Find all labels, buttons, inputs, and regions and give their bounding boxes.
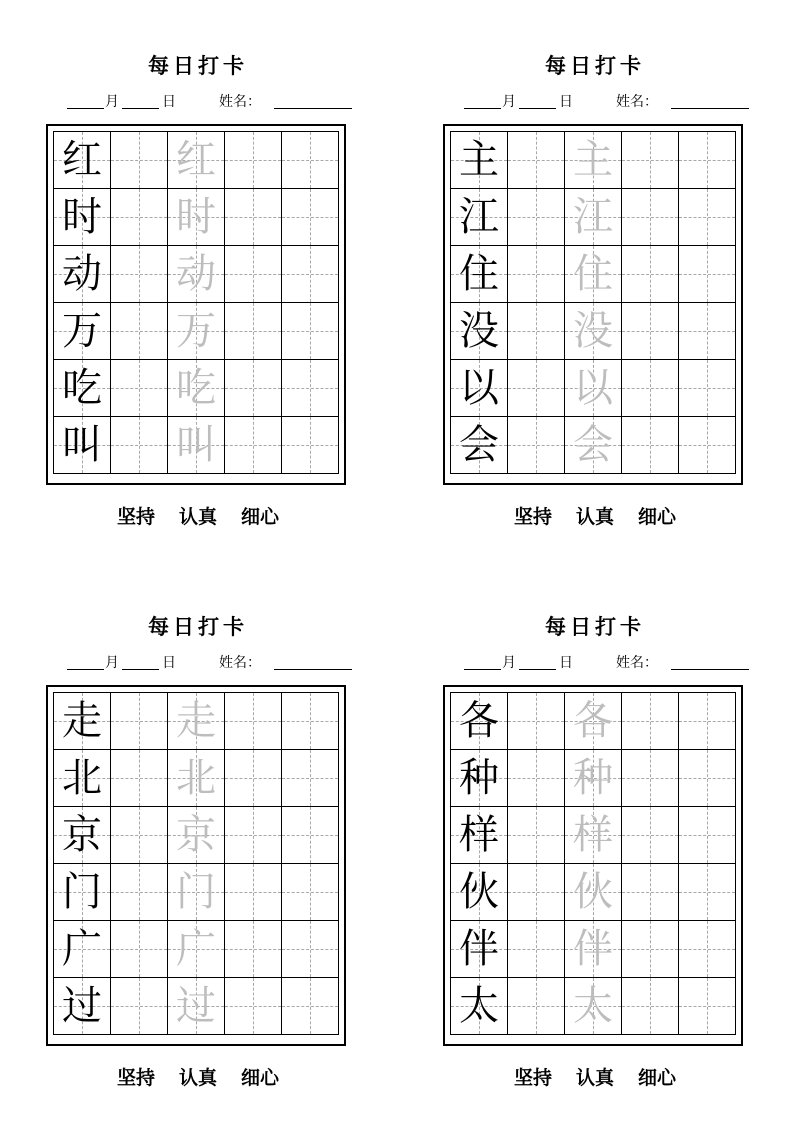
horizontal-guide-line	[282, 721, 338, 722]
grid-cell[interactable]	[508, 921, 565, 978]
model-character: 住	[459, 251, 499, 297]
day-blank[interactable]	[519, 93, 556, 109]
grid-cell[interactable]	[679, 246, 736, 303]
grid-cell[interactable]	[111, 864, 168, 921]
practice-card	[45, 581, 351, 1089]
grid-cell[interactable]	[565, 921, 622, 978]
model-character: 叫	[62, 422, 102, 468]
grid-cell[interactable]	[282, 750, 339, 807]
grid-cell[interactable]	[450, 189, 508, 246]
grid-cell[interactable]	[679, 303, 736, 360]
grid-cell[interactable]	[622, 189, 679, 246]
model-character: 广	[62, 926, 102, 972]
grid-cell[interactable]	[225, 417, 282, 474]
slogan	[45, 502, 351, 529]
grid-cell[interactable]	[225, 807, 282, 864]
trace-character: 各	[573, 698, 613, 744]
grid-cell[interactable]	[53, 246, 111, 303]
horizontal-guide-line	[111, 445, 167, 446]
grid-cell[interactable]	[450, 807, 508, 864]
trace-character: 主	[573, 137, 613, 183]
model-character: 江	[459, 194, 499, 240]
horizontal-guide-line	[622, 1006, 678, 1007]
horizontal-guide-line	[282, 892, 338, 893]
horizontal-guide-line	[508, 835, 564, 836]
writing-grid	[46, 124, 346, 485]
grid-cell[interactable]	[679, 978, 736, 1035]
card-title: 每日打卡	[545, 53, 645, 78]
trace-character: 红	[176, 137, 216, 183]
grid-cell[interactable]	[508, 978, 565, 1035]
horizontal-guide-line	[111, 892, 167, 893]
grid-cell[interactable]	[622, 750, 679, 807]
day-blank[interactable]	[519, 654, 556, 670]
grid-cell[interactable]	[679, 417, 736, 474]
slogan	[45, 1063, 351, 1090]
grid-cell[interactable]	[168, 246, 225, 303]
horizontal-guide-line	[282, 160, 338, 161]
grid-cell[interactable]	[282, 246, 339, 303]
grid-cell[interactable]	[282, 807, 339, 864]
grid-cell[interactable]	[565, 189, 622, 246]
grid-cell[interactable]	[225, 864, 282, 921]
trace-character: 广	[176, 926, 216, 972]
grid-cell[interactable]	[282, 692, 339, 750]
slogan-word: 坚持	[513, 1067, 552, 1089]
model-character: 伙	[459, 869, 499, 915]
model-character: 万	[62, 308, 102, 354]
grid-cell[interactable]	[168, 303, 225, 360]
grid-cell[interactable]	[679, 131, 736, 189]
trace-character: 会	[573, 422, 613, 468]
horizontal-guide-line	[679, 1006, 735, 1007]
grid-cell[interactable]	[53, 131, 111, 189]
writing-grid	[443, 124, 743, 485]
horizontal-guide-line	[225, 835, 281, 836]
horizontal-guide-line	[111, 721, 167, 722]
grid-cell[interactable]	[450, 246, 508, 303]
grid-cell[interactable]	[111, 189, 168, 246]
horizontal-guide-line	[111, 274, 167, 275]
trace-character: 走	[176, 698, 216, 744]
slogan-word: 细心	[638, 506, 677, 528]
name-blank[interactable]	[671, 654, 749, 670]
grid-cell[interactable]	[565, 417, 622, 474]
grid-cell[interactable]	[622, 921, 679, 978]
practice-card	[442, 20, 748, 528]
horizontal-guide-line	[225, 949, 281, 950]
grid-cell[interactable]	[508, 189, 565, 246]
horizontal-guide-line	[111, 835, 167, 836]
grid-cell[interactable]	[565, 978, 622, 1035]
slogan-word: 细心	[638, 1067, 677, 1089]
grid-cell[interactable]	[679, 921, 736, 978]
horizontal-guide-line	[225, 445, 281, 446]
grid-cell[interactable]	[225, 692, 282, 750]
grid-cell[interactable]	[282, 303, 339, 360]
horizontal-guide-line	[622, 331, 678, 332]
horizontal-guide-line	[225, 778, 281, 779]
day-label: 日	[162, 655, 176, 671]
model-character: 时	[62, 194, 102, 240]
horizontal-guide-line	[508, 949, 564, 950]
grid-cell[interactable]	[508, 360, 565, 417]
slogan-word: 细心	[241, 1067, 280, 1089]
horizontal-guide-line	[679, 949, 735, 950]
model-character: 门	[62, 869, 102, 915]
grid-cell[interactable]	[508, 303, 565, 360]
horizontal-guide-line	[508, 721, 564, 722]
grid-cell[interactable]	[282, 978, 339, 1035]
grid-cell[interactable]	[225, 360, 282, 417]
date-name-line	[464, 654, 754, 674]
trace-character: 伴	[573, 926, 613, 972]
practice-card	[442, 581, 748, 1089]
date-name-line	[67, 93, 357, 113]
model-character: 伴	[459, 926, 499, 972]
grid-cell[interactable]	[282, 417, 339, 474]
grid-cell[interactable]	[53, 807, 111, 864]
grid-cell[interactable]	[111, 417, 168, 474]
horizontal-guide-line	[282, 388, 338, 389]
grid-cell[interactable]	[508, 750, 565, 807]
trace-character: 过	[176, 983, 216, 1029]
grid-cell[interactable]	[565, 246, 622, 303]
month-blank[interactable]	[464, 654, 501, 670]
grid-cell[interactable]	[168, 692, 225, 750]
model-character: 过	[62, 983, 102, 1029]
grid-cell[interactable]	[565, 360, 622, 417]
practice-card	[45, 20, 351, 528]
grid-cell[interactable]	[450, 131, 508, 189]
grid-cell[interactable]	[168, 750, 225, 807]
horizontal-guide-line	[679, 217, 735, 218]
trace-character: 动	[176, 251, 216, 297]
trace-character: 太	[573, 983, 613, 1029]
horizontal-guide-line	[622, 217, 678, 218]
grid-cell[interactable]	[53, 750, 111, 807]
grid-cell[interactable]	[53, 417, 111, 474]
trace-character: 以	[573, 365, 613, 411]
horizontal-guide-line	[622, 388, 678, 389]
slogan-word: 认真	[575, 506, 614, 528]
grid-cell[interactable]	[450, 750, 508, 807]
card-title: 每日打卡	[148, 53, 248, 78]
grid-cell[interactable]	[282, 921, 339, 978]
day-label: 日	[559, 655, 573, 671]
horizontal-guide-line	[111, 778, 167, 779]
trace-character: 北	[176, 755, 216, 801]
grid-cell[interactable]	[225, 750, 282, 807]
grid-cell[interactable]	[282, 189, 339, 246]
horizontal-guide-line	[508, 445, 564, 446]
grid-cell[interactable]	[450, 692, 508, 750]
date-name-line	[464, 93, 754, 113]
horizontal-guide-line	[282, 445, 338, 446]
model-character: 太	[459, 983, 499, 1029]
horizontal-guide-line	[622, 949, 678, 950]
trace-character: 江	[573, 194, 613, 240]
trace-character: 住	[573, 251, 613, 297]
grid-cell[interactable]	[508, 807, 565, 864]
trace-character: 叫	[176, 422, 216, 468]
grid-cell[interactable]	[565, 692, 622, 750]
grid-cell[interactable]	[622, 303, 679, 360]
day-label: 日	[162, 94, 176, 110]
grid-cell[interactable]	[679, 750, 736, 807]
horizontal-guide-line	[282, 778, 338, 779]
grid-cell[interactable]	[565, 750, 622, 807]
grid-cell[interactable]	[168, 978, 225, 1035]
grid-cell[interactable]	[622, 417, 679, 474]
model-character: 种	[459, 755, 499, 801]
horizontal-guide-line	[225, 160, 281, 161]
day-label: 日	[559, 94, 573, 110]
month-label: 月	[105, 655, 119, 671]
grid-cell[interactable]	[53, 360, 111, 417]
horizontal-guide-line	[679, 331, 735, 332]
slogan	[442, 502, 748, 529]
grid-cell[interactable]	[622, 807, 679, 864]
name-blank[interactable]	[274, 654, 352, 670]
grid-cell[interactable]	[111, 360, 168, 417]
horizontal-guide-line	[622, 835, 678, 836]
horizontal-guide-line	[225, 331, 281, 332]
grid-cell[interactable]	[679, 360, 736, 417]
slogan-word: 坚持	[116, 506, 155, 528]
grid-cell[interactable]	[679, 864, 736, 921]
grid-cell[interactable]	[450, 417, 508, 474]
trace-character: 门	[176, 869, 216, 915]
slogan-word: 坚持	[116, 1067, 155, 1089]
horizontal-guide-line	[679, 388, 735, 389]
horizontal-guide-line	[225, 1006, 281, 1007]
trace-character: 万	[176, 308, 216, 354]
model-character: 京	[62, 812, 102, 858]
horizontal-guide-line	[111, 217, 167, 218]
grid-cell[interactable]	[168, 921, 225, 978]
horizontal-guide-line	[111, 388, 167, 389]
grid-cell[interactable]	[679, 807, 736, 864]
month-label: 月	[502, 94, 516, 110]
horizontal-guide-line	[111, 331, 167, 332]
model-character: 各	[459, 698, 499, 744]
model-character: 走	[62, 698, 102, 744]
month-label: 月	[105, 94, 119, 110]
horizontal-guide-line	[111, 1006, 167, 1007]
grid-cell[interactable]	[450, 978, 508, 1035]
grid-cell[interactable]	[168, 360, 225, 417]
horizontal-guide-line	[508, 160, 564, 161]
grid-cell[interactable]	[450, 360, 508, 417]
month-label: 月	[502, 655, 516, 671]
grid-cell[interactable]	[53, 303, 111, 360]
model-character: 主	[459, 137, 499, 183]
trace-character: 没	[573, 308, 613, 354]
horizontal-guide-line	[679, 835, 735, 836]
grid-cell[interactable]	[111, 246, 168, 303]
grid-cell[interactable]	[111, 807, 168, 864]
horizontal-guide-line	[679, 274, 735, 275]
name-blank[interactable]	[274, 93, 352, 109]
horizontal-guide-line	[282, 835, 338, 836]
grid-cell[interactable]	[225, 978, 282, 1035]
grid-cell[interactable]	[508, 864, 565, 921]
model-character: 以	[459, 365, 499, 411]
name-label: 姓名：	[616, 94, 658, 110]
grid-cell[interactable]	[53, 978, 111, 1035]
slogan-word: 认真	[575, 1067, 614, 1089]
grid-cell[interactable]	[111, 750, 168, 807]
date-name-line	[67, 654, 357, 674]
horizontal-guide-line	[679, 160, 735, 161]
model-character: 动	[62, 251, 102, 297]
grid-cell[interactable]	[225, 246, 282, 303]
horizontal-guide-line	[508, 892, 564, 893]
trace-character: 吃	[176, 365, 216, 411]
grid-cell[interactable]	[282, 360, 339, 417]
model-character: 会	[459, 422, 499, 468]
grid-cell[interactable]	[679, 692, 736, 750]
model-character: 红	[62, 137, 102, 183]
horizontal-guide-line	[282, 949, 338, 950]
slogan-word: 细心	[241, 506, 280, 528]
grid-cell[interactable]	[679, 189, 736, 246]
horizontal-guide-line	[679, 721, 735, 722]
grid-cell[interactable]	[450, 921, 508, 978]
grid-cell[interactable]	[168, 131, 225, 189]
name-blank[interactable]	[671, 93, 749, 109]
grid-cell[interactable]	[622, 692, 679, 750]
grid-cell[interactable]	[622, 360, 679, 417]
horizontal-guide-line	[225, 274, 281, 275]
horizontal-guide-line	[225, 217, 281, 218]
slogan	[442, 1063, 748, 1090]
horizontal-guide-line	[508, 778, 564, 779]
horizontal-guide-line	[508, 331, 564, 332]
slogan-word: 坚持	[513, 506, 552, 528]
grid-cell[interactable]	[168, 417, 225, 474]
grid-cell[interactable]	[168, 807, 225, 864]
trace-character: 京	[176, 812, 216, 858]
grid-cell[interactable]	[225, 189, 282, 246]
horizontal-guide-line	[622, 445, 678, 446]
grid-cell[interactable]	[622, 246, 679, 303]
horizontal-guide-line	[282, 274, 338, 275]
horizontal-guide-line	[622, 160, 678, 161]
slogan-word: 认真	[178, 1067, 217, 1089]
horizontal-guide-line	[282, 331, 338, 332]
horizontal-guide-line	[225, 721, 281, 722]
grid-cell[interactable]	[225, 131, 282, 189]
horizontal-guide-line	[282, 1006, 338, 1007]
name-label: 姓名：	[219, 94, 261, 110]
horizontal-guide-line	[679, 445, 735, 446]
grid-cell[interactable]	[53, 921, 111, 978]
grid-cell[interactable]	[622, 864, 679, 921]
horizontal-guide-line	[508, 274, 564, 275]
grid-cell[interactable]	[111, 921, 168, 978]
grid-cell[interactable]	[111, 692, 168, 750]
grid-cell[interactable]	[282, 131, 339, 189]
grid-cell[interactable]	[622, 131, 679, 189]
grid-cell[interactable]	[508, 692, 565, 750]
grid-cell[interactable]	[450, 864, 508, 921]
horizontal-guide-line	[622, 721, 678, 722]
grid-cell[interactable]	[508, 246, 565, 303]
trace-character: 伙	[573, 869, 613, 915]
horizontal-guide-line	[111, 949, 167, 950]
grid-cell[interactable]	[565, 131, 622, 189]
grid-cell[interactable]	[168, 864, 225, 921]
grid-cell[interactable]	[565, 864, 622, 921]
month-blank[interactable]	[67, 93, 104, 109]
name-label: 姓名：	[219, 655, 261, 671]
month-blank[interactable]	[464, 93, 501, 109]
grid-cell[interactable]	[53, 189, 111, 246]
grid-cell[interactable]	[111, 131, 168, 189]
grid-cell[interactable]	[111, 303, 168, 360]
model-character: 样	[459, 812, 499, 858]
grid-cell[interactable]	[450, 303, 508, 360]
writing-grid	[46, 685, 346, 1046]
grid-cell[interactable]	[565, 807, 622, 864]
month-blank[interactable]	[67, 654, 104, 670]
grid-cell[interactable]	[508, 417, 565, 474]
trace-character: 样	[573, 812, 613, 858]
slogan-word: 认真	[178, 506, 217, 528]
day-blank[interactable]	[122, 93, 159, 109]
grid-cell[interactable]	[225, 921, 282, 978]
horizontal-guide-line	[111, 160, 167, 161]
horizontal-guide-line	[508, 1006, 564, 1007]
horizontal-guide-line	[225, 892, 281, 893]
card-title: 每日打卡	[545, 614, 645, 639]
horizontal-guide-line	[679, 892, 735, 893]
horizontal-guide-line	[622, 892, 678, 893]
grid-cell[interactable]	[53, 692, 111, 750]
horizontal-guide-line	[622, 274, 678, 275]
card-title: 每日打卡	[148, 614, 248, 639]
horizontal-guide-line	[508, 217, 564, 218]
model-character: 北	[62, 755, 102, 801]
grid-cell[interactable]	[622, 978, 679, 1035]
grid-cell[interactable]	[282, 864, 339, 921]
model-character: 没	[459, 308, 499, 354]
trace-character: 时	[176, 194, 216, 240]
grid-cell[interactable]	[225, 303, 282, 360]
horizontal-guide-line	[282, 217, 338, 218]
name-label: 姓名：	[616, 655, 658, 671]
model-character: 吃	[62, 365, 102, 411]
trace-character: 种	[573, 755, 613, 801]
horizontal-guide-line	[225, 388, 281, 389]
grid-cell[interactable]	[565, 303, 622, 360]
day-blank[interactable]	[122, 654, 159, 670]
grid-cell[interactable]	[53, 864, 111, 921]
horizontal-guide-line	[508, 388, 564, 389]
grid-cell[interactable]	[111, 978, 168, 1035]
grid-cell[interactable]	[168, 189, 225, 246]
horizontal-guide-line	[622, 778, 678, 779]
writing-grid	[443, 685, 743, 1046]
horizontal-guide-line	[679, 778, 735, 779]
grid-cell[interactable]	[508, 131, 565, 189]
